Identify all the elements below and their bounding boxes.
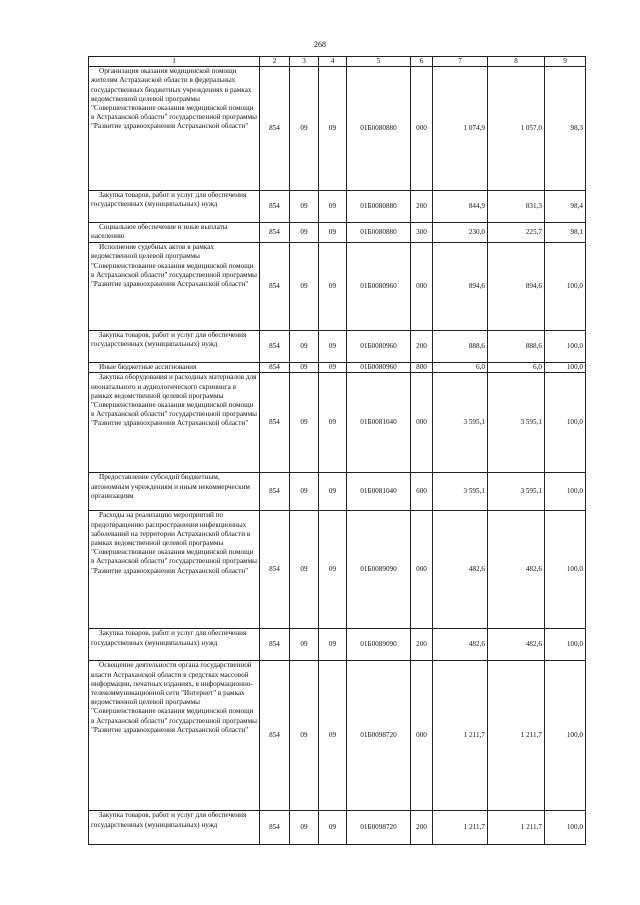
cell-expense-type: 200 xyxy=(411,811,433,845)
budget-table xyxy=(88,56,586,845)
cell-code: 854 xyxy=(260,373,290,473)
cell-target-article: 01Б0080880 xyxy=(347,223,411,243)
header-cell: 9 xyxy=(545,57,586,67)
cell-planned: 482,6 xyxy=(433,629,488,661)
cell-subsection: 09 xyxy=(319,243,347,331)
cell-code: 854 xyxy=(260,811,290,845)
cell-percent: 98,3 xyxy=(545,67,586,191)
cell-planned: 230,0 xyxy=(433,223,488,243)
cell-planned: 3 595,1 xyxy=(433,373,488,473)
row-description: Закупка товаров, работ и услуг для обеспечения государственных (муниципальных) нужд xyxy=(89,811,260,845)
cell-target-article: 01Б0080880 xyxy=(347,67,411,191)
cell-target-article: 01Б0080960 xyxy=(347,331,411,363)
cell-expense-type: 000 xyxy=(411,243,433,331)
row-description: Социальное обеспечение и иные выплаты населению xyxy=(89,223,260,243)
cell-planned: 482,6 xyxy=(433,511,488,629)
cell-subsection: 09 xyxy=(319,629,347,661)
cell-actual: 888,6 xyxy=(488,331,545,363)
cell-actual: 482,6 xyxy=(488,629,545,661)
cell-code: 854 xyxy=(260,661,290,811)
cell-expense-type: 000 xyxy=(411,67,433,191)
cell-section: 09 xyxy=(290,511,319,629)
cell-code: 854 xyxy=(260,363,290,373)
row-description: Иные бюджетные ассигнования xyxy=(89,363,260,373)
header-cell: 3 xyxy=(290,57,319,67)
table-row xyxy=(89,511,586,629)
row-description: Освещение деятельности органа государственной власти Астраханской области в средствах массовой информации, печатных изданиях, в информационно-телекоммуникационной сети "Интернет" в рамках ведомственной целевой программы "Совершенствование оказания медицинской помощи в Астраханской области" государственной программы "Развитие здравоохранения Астраханской области" xyxy=(89,661,260,811)
cell-actual: 831,3 xyxy=(488,191,545,223)
cell-planned: 888,6 xyxy=(433,331,488,363)
cell-planned: 3 595,1 xyxy=(433,473,488,511)
table-row xyxy=(89,661,586,811)
cell-target-article: 01Б0081040 xyxy=(347,373,411,473)
cell-subsection: 09 xyxy=(319,67,347,191)
cell-subsection: 09 xyxy=(319,363,347,373)
cell-expense-type: 200 xyxy=(411,191,433,223)
cell-actual: 1 211,7 xyxy=(488,811,545,845)
cell-code: 854 xyxy=(260,67,290,191)
header-cell: 1 xyxy=(89,57,260,67)
cell-code: 854 xyxy=(260,191,290,223)
cell-percent: 98,4 xyxy=(545,191,586,223)
cell-subsection: 09 xyxy=(319,373,347,473)
cell-section: 09 xyxy=(290,331,319,363)
cell-expense-type: 200 xyxy=(411,331,433,363)
cell-section: 09 xyxy=(290,811,319,845)
cell-target-article: 01Б0098720 xyxy=(347,661,411,811)
cell-expense-type: 800 xyxy=(411,363,433,373)
cell-target-article: 01Б0080880 xyxy=(347,191,411,223)
table-row xyxy=(89,629,586,661)
cell-section: 09 xyxy=(290,661,319,811)
cell-subsection: 09 xyxy=(319,223,347,243)
cell-expense-type: 300 xyxy=(411,223,433,243)
cell-section: 09 xyxy=(290,67,319,191)
cell-subsection: 09 xyxy=(319,661,347,811)
cell-expense-type: 000 xyxy=(411,511,433,629)
cell-percent: 98,1 xyxy=(545,223,586,243)
cell-target-article: 01Б0089090 xyxy=(347,511,411,629)
table-row xyxy=(89,473,586,511)
table-row xyxy=(89,191,586,223)
cell-percent: 100,0 xyxy=(545,661,586,811)
cell-subsection: 09 xyxy=(319,473,347,511)
cell-expense-type: 000 xyxy=(411,373,433,473)
table-row xyxy=(89,331,586,363)
cell-actual: 482,6 xyxy=(488,511,545,629)
cell-section: 09 xyxy=(290,223,319,243)
cell-planned: 1 211,7 xyxy=(433,661,488,811)
cell-actual: 1 211,7 xyxy=(488,661,545,811)
cell-code: 854 xyxy=(260,331,290,363)
cell-percent: 100,0 xyxy=(545,243,586,331)
cell-actual: 894,6 xyxy=(488,243,545,331)
row-description: Организация оказания медицинской помощи жителям Астраханской области в федеральных государственных бюджетных учреждениях в рамках ведомственной целевой программы "Совершенствование оказания медицинской помощи в Астраханской области" государственной программы "Развитие здравоохранения Астраханской области" xyxy=(89,67,260,191)
cell-actual: 1 057,0 xyxy=(488,67,545,191)
cell-target-article: 01Б0080960 xyxy=(347,243,411,331)
cell-percent: 100,0 xyxy=(545,511,586,629)
cell-code: 854 xyxy=(260,243,290,331)
cell-actual: 6,0 xyxy=(488,363,545,373)
cell-section: 09 xyxy=(290,373,319,473)
header-cell: 7 xyxy=(433,57,488,67)
row-description: Расходы на реализацию мероприятий по предотвращению распространения инфекционных заболеваний на территории Астраханской области в рамках ведомственной целевой программы "Совершенствование оказания медицинской помощи в Астраханской области" государственной программы "Развитие здравоохранения Астраханской области" xyxy=(89,511,260,629)
cell-percent: 100,0 xyxy=(545,373,586,473)
row-description: Исполнение судебных актов в рамках ведомственной целевой программы "Совершенствование оказания медицинской помощи в Астраханской области" государственной программы "Развитие здравоохранения Астраханской области" xyxy=(89,243,260,331)
page-number: 268 xyxy=(314,40,326,49)
cell-target-article: 01Б0080960 xyxy=(347,363,411,373)
cell-planned: 894,6 xyxy=(433,243,488,331)
header-cell: 5 xyxy=(347,57,411,67)
cell-expense-type: 200 xyxy=(411,629,433,661)
table-row xyxy=(89,373,586,473)
cell-target-article: 01Б0089090 xyxy=(347,629,411,661)
cell-section: 09 xyxy=(290,363,319,373)
cell-planned: 844,9 xyxy=(433,191,488,223)
table-row xyxy=(89,243,586,331)
cell-target-article: 01Б0098720 xyxy=(347,811,411,845)
cell-code: 854 xyxy=(260,629,290,661)
cell-percent: 100,0 xyxy=(545,811,586,845)
cell-target-article: 01Б0081040 xyxy=(347,473,411,511)
cell-expense-type: 000 xyxy=(411,661,433,811)
row-description: Закупка оборудования и расходных материалов для неонатального и аудиологического скрининга в рамках ведомственной целевой программы "Совершенствование оказания медицинской помощи в Астраханской области" государственной программы "Развитие здравоохранения Астраханской области" xyxy=(89,373,260,473)
cell-section: 09 xyxy=(290,191,319,223)
row-description: Предоставление субсидий бюджетным, автономным учреждениям и иным некоммерческим организациям xyxy=(89,473,260,511)
header-cell: 2 xyxy=(260,57,290,67)
row-description: Закупка товаров, работ и услуг для обеспечения государственных (муниципальных) нужд xyxy=(89,331,260,363)
cell-code: 854 xyxy=(260,223,290,243)
row-description: Закупка товаров, работ и услуг для обеспечения государственных (муниципальных) нужд xyxy=(89,191,260,223)
table-row xyxy=(89,67,586,191)
cell-subsection: 09 xyxy=(319,191,347,223)
table-row xyxy=(89,811,586,845)
cell-code: 854 xyxy=(260,473,290,511)
cell-percent: 100,0 xyxy=(545,331,586,363)
header-cell: 8 xyxy=(488,57,545,67)
cell-code: 854 xyxy=(260,511,290,629)
cell-subsection: 09 xyxy=(319,331,347,363)
cell-percent: 100,0 xyxy=(545,629,586,661)
cell-subsection: 09 xyxy=(319,811,347,845)
table-row xyxy=(89,363,586,373)
table-row xyxy=(89,223,586,243)
cell-actual: 225,7 xyxy=(488,223,545,243)
cell-section: 09 xyxy=(290,243,319,331)
cell-section: 09 xyxy=(290,473,319,511)
cell-actual: 3 595,1 xyxy=(488,373,545,473)
row-description: Закупка товаров, работ и услуг для обеспечения государственных (муниципальных) нужд xyxy=(89,629,260,661)
cell-percent: 100,0 xyxy=(545,473,586,511)
cell-section: 09 xyxy=(290,629,319,661)
cell-planned: 1 074,9 xyxy=(433,67,488,191)
header-cell: 4 xyxy=(319,57,347,67)
cell-expense-type: 600 xyxy=(411,473,433,511)
cell-planned: 6,0 xyxy=(433,363,488,373)
table-header-row xyxy=(89,57,586,67)
cell-percent: 100,0 xyxy=(545,363,586,373)
cell-subsection: 09 xyxy=(319,511,347,629)
cell-actual: 3 595,1 xyxy=(488,473,545,511)
cell-planned: 1 211,7 xyxy=(433,811,488,845)
header-cell: 6 xyxy=(411,57,433,67)
